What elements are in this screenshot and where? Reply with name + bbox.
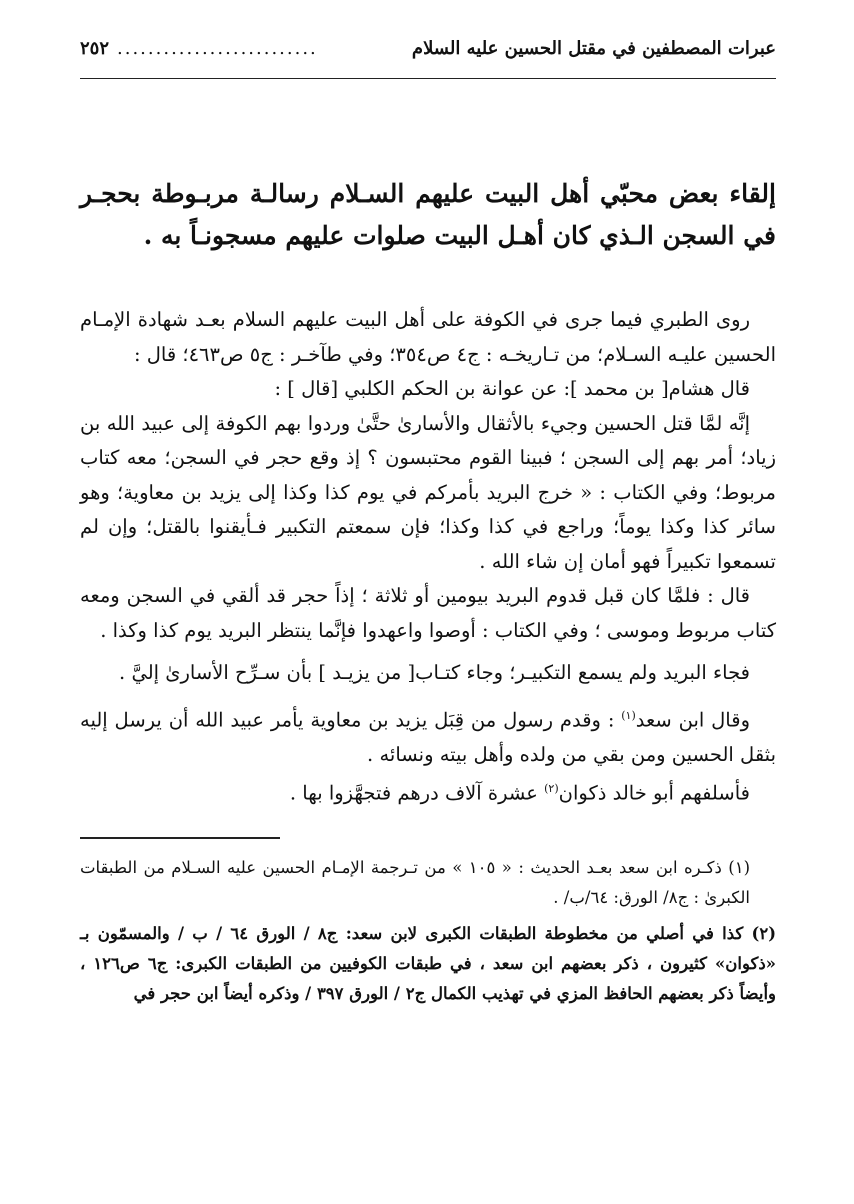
header-left	[80, 38, 318, 59]
paragraph: روى الطبري فيما جرى في الكوفة على أهل البيت عليهم السلام بعـد شهادة الإمـام الحسين عليـه السـلام؛ من تـاريخـه : ج٤ ص٣٥٤؛ وفي طآخـر : ج٥ ص٤٦٣؛ قال :	[80, 308, 776, 366]
footnote: (٢) كذا في أصلي من مخطوطة الطبقات الكبرى لابن سعد: ج٨ / الورق ٦٤ / ب / والمسمّون بـ «ذكوان» كثيرون ، ذكر بعضهم ابن سعد ، في طبقات الكوفيين من الطبقات الكبرى: ج٦ ص١٢٦ ، وأيضاً ذكر بعضهم الحافظ المزي في تهذيب الكمال ج٢ / الورق ٣٩٧ / وذكره أيضاً ابن حجر في	[80, 924, 776, 1003]
footnote-separator	[80, 837, 280, 839]
footnotes	[80, 853, 776, 1009]
text-run: وقال ابن سعد	[635, 708, 750, 731]
header-dot-leader: ..........................	[117, 38, 318, 59]
running-header	[80, 38, 776, 79]
text-run: فأسلفهم أبو خالد ذكوان	[558, 781, 750, 805]
paragraph: قال : فلمَّا كان قبل قدوم البريد بيومين أو ثلاثة ؛ إذاً حجر قد ألقي في السجن ومعه كتاب مربوط وموسى ؛ وفي الكتاب : أوصوا واعهدوا فإنَّما ينتظر البريد يوم كذا وكذا .	[80, 584, 776, 642]
paragraph: فجاء البريد ولم يسمع التكبيـر؛ وجاء كتـاب[ من يزيـد ] بأن سـرِّح الأسارىٰ إليَّ .	[119, 661, 750, 684]
text-run: : وقدم رسول من قِبَل يزيد بن معاوية يأمر عبيد الله أن يرسل إليه بثقل الحسين ومن بقي من ولده وأهل بيته ونسائه .	[80, 708, 776, 766]
running-title: عبرات المصطفين في مقتل الحسين عليه السلام	[411, 38, 776, 59]
footnote: (١) ذكـره ابن سعد بعـد الحديث : « ١٠٥ » من تـرجمة الإمـام الحسين عليه السـلام من الطبقات الكبرىٰ : ج٨/ الورق: ٦٤/ب/ .	[80, 858, 750, 907]
paragraph	[80, 772, 776, 811]
footnote-ref[interactable]: (٢)	[544, 782, 559, 795]
text-run: عشرة آلاف درهم فتجهَّزوا بها .	[289, 781, 545, 805]
section-heading: إلقاء بعض محبّي أهل البيت عليهم السـلام رسالـة مربـوطة بحجـر في السجن الـذي كان أهـل البيت صلوات عليهم مسجونـاً به .	[80, 179, 776, 250]
body-text	[80, 303, 776, 811]
footnote-ref[interactable]: (١)	[621, 708, 636, 722]
paragraph	[80, 699, 776, 773]
paragraph: إنَّه لمَّا قتل الحسين وجيء بالأثقال والأسارىٰ حتَّىٰ وردوا بهم الكوفة إلى عبيد الله بن زياد؛ أمر بهم إلى السجن ؛ فبينا القوم محتبسون ؟ إذ وقع حجر في السجن؛ معه كتاب مربوط؛ وفي الكتاب : « خرج البريد بأمركم في يوم كذا وكذا إلى يزيد بن معاوية؛ وهو سائر كذا وكذا يوماً؛ وراجع في كذا وكذا؛ فإن سمعتم التكبير فـأيقنوا بالقتل؛ وإن لم تسمعوا تكبيراً فهو أمان إن شاء الله .	[80, 411, 776, 573]
page-number: ٢٥٢	[80, 38, 110, 59]
paragraph: قال هشام[ بن محمد ]: عن عوانة بن الحكم الكلبي [قال ] :	[274, 377, 750, 400]
